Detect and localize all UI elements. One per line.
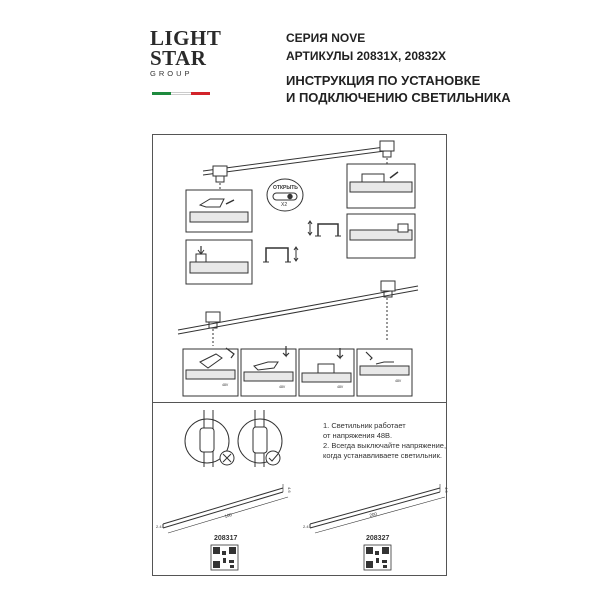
mount-label-4: 48V [395, 379, 402, 383]
lower-clip-left [206, 312, 220, 328]
series-title: СЕРИЯ NOVE [286, 31, 366, 45]
product-drawing-left [163, 484, 288, 533]
connector-clip-right [380, 141, 394, 157]
mount-step-4 [357, 349, 412, 396]
qr-code-right [364, 545, 391, 570]
qr-code-left [211, 545, 238, 570]
mount-step-3 [299, 348, 354, 396]
connector-clip-left [213, 166, 227, 182]
clip-symbol-center [263, 247, 298, 262]
product-left-width: 2.4 [156, 524, 162, 529]
product-right-length: 200 [368, 511, 378, 518]
note-1-line-1: 1. Светильник работает [323, 421, 406, 430]
note-1-line-2: от напряжения 48В. [323, 431, 393, 440]
brand-line-3: GROUP [150, 69, 193, 78]
product-right-height: 4.6 [444, 487, 449, 493]
product-left-height: 4.6 [287, 487, 292, 493]
mount-label-1: 48V [222, 383, 229, 387]
article-numbers: АРТИКУЛЫ 20831X, 20832X [286, 49, 447, 63]
rail-detail-wrong [185, 410, 234, 467]
detail-box-right-1 [347, 164, 415, 208]
product-left-length: 100 [223, 512, 233, 519]
product-drawing-right [310, 484, 445, 533]
detail-box-right-2 [347, 214, 415, 258]
mount-step-2 [241, 346, 296, 396]
brand-line-2: STAR [150, 46, 207, 70]
product-code-right: 208327 [366, 535, 390, 542]
mount-label-2: 48V [279, 385, 286, 389]
open-badge-count: X2 [281, 202, 288, 208]
lower-track-rail [178, 286, 418, 334]
instruction-title-line-1: ИНСТРУКЦИЯ ПО УСТАНОВКЕ [286, 73, 481, 88]
brand-line-1: LIGHT [150, 26, 222, 50]
mount-label-3: 48V [337, 385, 344, 389]
rail-detail-correct [238, 410, 282, 467]
mount-step-1 [183, 348, 238, 396]
product-code-left: 208317 [214, 535, 238, 542]
note-2-line-2: когда устанавливаете светильник. [323, 451, 442, 460]
clip-symbol-right [308, 221, 341, 236]
detail-box-left-2 [186, 240, 252, 284]
open-badge-label: ОТКРЫТЬ [273, 185, 298, 191]
instruction-title-line-2: И ПОДКЛЮЧЕНИЮ СВЕТИЛЬНИКА [286, 90, 511, 105]
product-right-width: 2.4 [303, 524, 309, 529]
note-2-line-1: 2. Всегда выключайте напряжение, [323, 441, 447, 450]
detail-box-left-1 [186, 190, 252, 232]
